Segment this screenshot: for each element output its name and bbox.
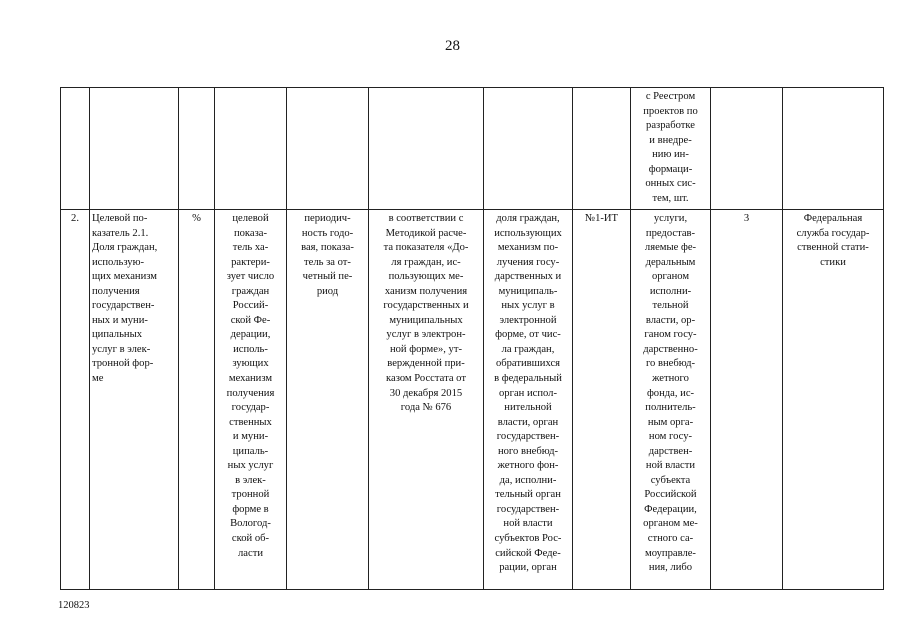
cell-empty (711, 88, 783, 210)
cell-periodicity: периодич- ность годо- вая, показа- тель за от- четный пе- риод (287, 210, 369, 590)
table-row-indicator (61, 210, 884, 590)
cell-object: услуги, предостав- ляемые фе- деральным органом исполни- тельной власти, ор- ганом госу- дарственно- го внебюд- жетного фонда, ис- полнитель- ным орга- ном госу- дарствен- ной власти субъекта Российской Федерации, органом ме- стного са- моуправле- ния, либо (631, 210, 711, 590)
cell-algorithm: в соответствии с Методикой расче- та показателя «До- ля граждан, ис- пользующих ме- ханизм получения государственных и муниципальных услуг в электрон- ной форме», ут- вержденной при- казом Росстата от 30 декабря 2015 года № 676 (369, 210, 484, 590)
footer-code: 120823 (58, 600, 90, 611)
table-row-continued (61, 88, 884, 210)
cell-definition: целевой показа- тель ха- рактери- зует число граждан Россий- ской Фе- дерации, исполь- зующих механизм получения государ- ственных и муни- ципаль- ных услуг в элек- тронной форме в Вологод- ской об- ласти (215, 210, 287, 590)
cell-unit: % (179, 210, 215, 590)
cell-row-number: 2. (61, 210, 90, 590)
cell-responsible: Федеральная служба государ- ственной стати- стики (783, 210, 884, 590)
cell-base-indicators: доля граждан, использующих механизм по- лучения госу- дарственных и муниципаль- ных услуг в электронной форме, от чис- ла граждан, обратившихся в федеральный орган испол- нительной власти, орган государствен- ного внебюд- жетного фон- да, исполни- тельный орган государствен- ной власти субъектов Рос- сийской Феде- рации, орган (484, 210, 573, 590)
cell-empty (783, 88, 884, 210)
cell-empty (573, 88, 631, 210)
cell-indicator-name: Целевой по- казатель 2.1. Доля граждан, использую- щих механизм получения государствен- ных и муни- ципальных услуг в элек- тронной фор- ме (90, 210, 179, 590)
cell-method: 3 (711, 210, 783, 590)
cell-empty (90, 88, 179, 210)
cell-continued-object: с Реестром проектов по разработке и внедре- нию ин- формаци- онных сис- тем, шт. (631, 88, 711, 210)
indicator-table (60, 87, 884, 590)
cell-empty (484, 88, 573, 210)
cell-empty (369, 88, 484, 210)
cell-empty (215, 88, 287, 210)
page-number: 28 (445, 38, 460, 54)
cell-empty (179, 88, 215, 210)
cell-form: №1-ИТ (573, 210, 631, 590)
cell-empty (61, 88, 90, 210)
cell-empty (287, 88, 369, 210)
